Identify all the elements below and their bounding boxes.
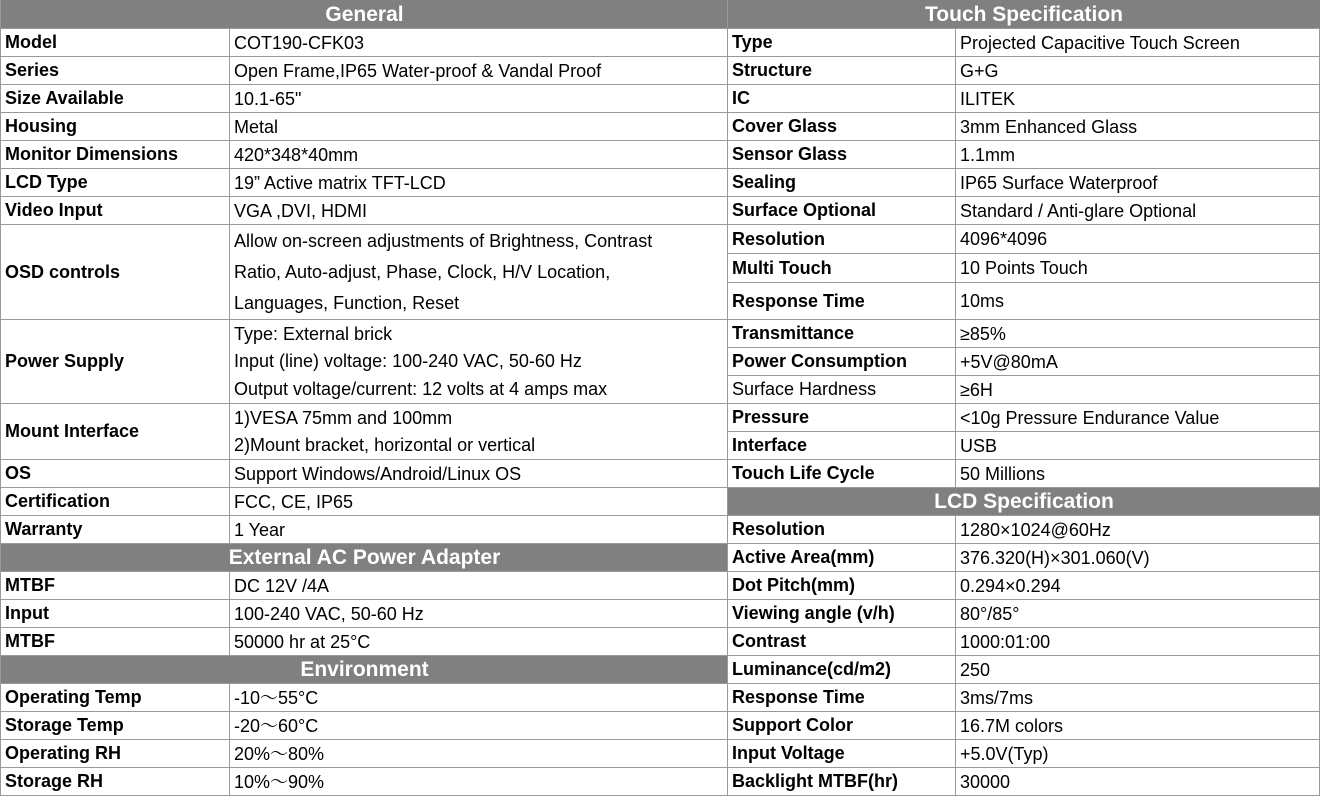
spec-value (956, 516, 1320, 543)
spec-value (956, 432, 1320, 459)
spec-label-video-input: Video Input (1, 197, 230, 224)
spec-value (956, 684, 1320, 711)
spec-value (230, 225, 728, 319)
table-row (728, 656, 1320, 684)
spec-label-transmittance: Transmittance (728, 320, 956, 347)
spec-label-dot-pitch-mm: Dot Pitch(mm) (728, 572, 956, 599)
table-row (728, 85, 1320, 113)
spec-value-line: Metal (234, 116, 279, 137)
spec-value-line: 1.1mm (960, 144, 1016, 165)
table-row (1, 768, 728, 796)
spec-value-line: 250 (960, 659, 991, 680)
spec-value-line: -20～60°C (234, 715, 319, 736)
spec-value (956, 544, 1320, 571)
spec-label-mtbf: MTBF (1, 572, 230, 599)
spec-label-power-supply: Power Supply (1, 320, 230, 403)
spec-value (956, 656, 1320, 683)
spec-value (956, 600, 1320, 627)
spec-label-viewing-angle-v-h: Viewing angle (v/h) (728, 600, 956, 627)
spec-label-cover-glass: Cover Glass (728, 113, 956, 140)
spec-value-line: ILITEK (960, 88, 1016, 109)
table-row (1, 740, 728, 768)
spec-value-line: -10～55°C (234, 687, 319, 708)
spec-value-line: 3ms/7ms (960, 687, 1034, 708)
spec-value-line: 1 Year (234, 519, 286, 540)
spec-value-line: 420*348*40mm (234, 144, 359, 165)
table-row (728, 169, 1320, 197)
spec-value (230, 404, 728, 459)
section-header-environment: Environment (1, 656, 728, 684)
spec-label-lcd-type: LCD Type (1, 169, 230, 196)
spec-label-structure: Structure (728, 57, 956, 84)
spec-value-line: Type: External brick (234, 323, 393, 344)
spec-value-line: Open Frame,IP65 Water-proof & Vandal Proof (234, 60, 602, 81)
table-row (1, 684, 728, 712)
spec-label-mount-interface: Mount Interface (1, 404, 230, 459)
section-header-general: General (1, 0, 728, 29)
table-row (728, 740, 1320, 768)
table-row (728, 113, 1320, 141)
spec-value-line: 16.7M colors (960, 715, 1064, 736)
spec-label-pressure: Pressure (728, 404, 956, 431)
spec-value-line: Output voltage/current: 12 volts at 4 amps max (234, 379, 608, 400)
spec-value-line: Ratio, Auto-adjust, Phase, Clock, H/V Location, (234, 261, 611, 282)
spec-value (230, 600, 728, 627)
spec-value (956, 460, 1320, 487)
spec-value (956, 628, 1320, 655)
spec-value-line: 4096*4096 (960, 229, 1048, 249)
spec-label-operating-temp: Operating Temp (1, 684, 230, 711)
spec-label-surface-optional: Surface Optional (728, 197, 956, 224)
spec-value (230, 712, 728, 739)
spec-label-certification: Certification (1, 488, 230, 515)
spec-value-line: 80°/85° (960, 603, 1020, 624)
spec-value (230, 141, 728, 168)
spec-value (956, 225, 1320, 253)
spec-value-line: 2)Mount bracket, horizontal or vertical (234, 435, 536, 456)
spec-value (956, 141, 1320, 168)
table-row (728, 404, 1320, 432)
spec-label-contrast: Contrast (728, 628, 956, 655)
spec-value-line: +5.0V(Typ) (960, 743, 1049, 764)
table-row (728, 348, 1320, 376)
spec-value (230, 628, 728, 655)
spec-value-line: G+G (960, 60, 999, 81)
spec-value-line: ≥85% (960, 323, 1006, 344)
table-row (1, 225, 728, 320)
spec-value (230, 516, 728, 543)
spec-value-line: 1280×1024@60Hz (960, 519, 1111, 540)
spec-value-line: ≥6H (960, 379, 993, 400)
table-row (728, 684, 1320, 712)
spec-label-resolution: Resolution (728, 516, 956, 543)
table-row (728, 320, 1320, 348)
table-row (728, 376, 1320, 404)
spec-label-ic: IC (728, 85, 956, 112)
spec-label-input-voltage: Input Voltage (728, 740, 956, 767)
spec-value-line: 1000:01:00 (960, 631, 1051, 652)
spec-value-line: VGA ,DVI, HDMI (234, 200, 368, 221)
spec-value-line: 10 Points Touch (960, 258, 1088, 278)
table-row (1, 572, 728, 600)
spec-value (956, 197, 1320, 224)
spec-value-line: 10%～90% (234, 771, 325, 792)
section-header-lcd-specification: LCD Specification (728, 488, 1320, 516)
spec-value (230, 29, 728, 56)
spec-label-housing: Housing (1, 113, 230, 140)
spec-value-line: Languages, Function, Reset (234, 293, 460, 314)
spec-label-response-time: Response Time (728, 283, 956, 319)
spec-label-monitor-dimensions: Monitor Dimensions (1, 141, 230, 168)
right-spec-table (727, 0, 1320, 796)
spec-value-line: +5V@80mA (960, 351, 1058, 372)
spec-value (230, 740, 728, 767)
table-row (728, 432, 1320, 460)
spec-label-power-consumption: Power Consumption (728, 348, 956, 375)
spec-label-input: Input (1, 600, 230, 627)
table-row (1, 516, 728, 544)
spec-label-size-available: Size Available (1, 85, 230, 112)
spec-value (956, 169, 1320, 196)
table-row (1, 113, 728, 141)
table-row (728, 572, 1320, 600)
table-row (728, 628, 1320, 656)
spec-value-line: USB (960, 435, 998, 456)
table-row (728, 544, 1320, 572)
table-row (1, 57, 728, 85)
spec-value-line: Support Windows/Android/Linux OS (234, 463, 522, 484)
table-row (1, 141, 728, 169)
table-row (1, 169, 728, 197)
table-row (728, 29, 1320, 57)
spec-value-line: 10ms (960, 291, 1005, 311)
spec-value (230, 572, 728, 599)
spec-label-multi-touch: Multi Touch (728, 254, 956, 282)
spec-value (956, 348, 1320, 375)
spec-label-response-time: Response Time (728, 684, 956, 711)
table-row (728, 197, 1320, 225)
spec-value-line: Input (line) voltage: 100-240 VAC, 50-60 Hz (234, 351, 582, 372)
table-row (728, 57, 1320, 85)
table-row (1, 712, 728, 740)
spec-value (956, 85, 1320, 112)
spec-label-os: OS (1, 460, 230, 487)
spec-value-line: COT190-CFK03 (234, 32, 365, 53)
spec-label-storage-temp: Storage Temp (1, 712, 230, 739)
spec-value-line: 50000 hr at 25°C (234, 631, 371, 652)
spec-value (956, 29, 1320, 56)
spec-label-surface-hardness: Surface Hardness (728, 376, 956, 403)
table-row (1, 320, 728, 404)
spec-label-mtbf: MTBF (1, 628, 230, 655)
spec-label-series: Series (1, 57, 230, 84)
spec-label-operating-rh: Operating RH (1, 740, 230, 767)
spec-value-line: 3mm Enhanced Glass (960, 116, 1138, 137)
spec-value-line: Projected Capacitive Touch Screen (960, 32, 1240, 53)
spec-value (956, 740, 1320, 767)
section-header-touch-specification: Touch Specification (728, 0, 1320, 29)
spec-value (956, 768, 1320, 795)
spec-value (230, 57, 728, 84)
table-row (728, 225, 1320, 254)
spec-value-line: 10.1-65" (234, 88, 302, 109)
table-row (728, 712, 1320, 740)
spec-label-type: Type (728, 29, 956, 56)
spec-value (230, 320, 728, 403)
spec-value-line: 20%～80% (234, 743, 325, 764)
table-row (1, 197, 728, 225)
table-row (728, 254, 1320, 283)
spec-value (956, 57, 1320, 84)
table-row (1, 29, 728, 57)
spec-value (956, 254, 1320, 282)
table-row (728, 516, 1320, 544)
spec-value (956, 572, 1320, 599)
spec-value-line: 1)VESA 75mm and 100mm (234, 407, 453, 428)
spec-value (956, 320, 1320, 347)
table-row (1, 404, 728, 460)
spec-label-active-area-mm: Active Area(mm) (728, 544, 956, 571)
spec-label-luminance-cd-m2: Luminance(cd/m2) (728, 656, 956, 683)
table-row (1, 628, 728, 656)
spec-label-backlight-mtbf-hr: Backlight MTBF(hr) (728, 768, 956, 795)
table-row (728, 283, 1320, 320)
spec-label-touch-life-cycle: Touch Life Cycle (728, 460, 956, 487)
spec-label-warranty: Warranty (1, 516, 230, 543)
table-row (1, 600, 728, 628)
spec-value-line: 50 Millions (960, 463, 1046, 484)
spec-label-interface: Interface (728, 432, 956, 459)
spec-value (230, 113, 728, 140)
spec-value-line: <10g Pressure Endurance Value (960, 407, 1220, 428)
spec-value (230, 768, 728, 795)
spec-value (230, 169, 728, 196)
spec-value-line: IP65 Surface Waterproof (960, 172, 1158, 193)
spec-label-model: Model (1, 29, 230, 56)
spec-value (956, 404, 1320, 431)
spec-value (956, 376, 1320, 403)
table-row (1, 85, 728, 113)
section-header-external-ac-power-adapter: External AC Power Adapter (1, 544, 728, 572)
spec-value (230, 684, 728, 711)
table-row (728, 600, 1320, 628)
spec-value (956, 113, 1320, 140)
spec-value-line: DC 12V /4A (234, 575, 330, 596)
spec-label-storage-rh: Storage RH (1, 768, 230, 795)
spec-value-line: 376.320(H)×301.060(V) (960, 547, 1150, 568)
spec-value (230, 197, 728, 224)
spec-label-resolution: Resolution (728, 225, 956, 253)
table-row (728, 141, 1320, 169)
table-row (728, 460, 1320, 488)
table-row (728, 768, 1320, 796)
spec-value-line: Standard / Anti-glare Optional (960, 200, 1197, 221)
spec-value-line: Allow on-screen adjustments of Brightness, Contrast (234, 230, 653, 251)
spec-label-sensor-glass: Sensor Glass (728, 141, 956, 168)
spec-label-support-color: Support Color (728, 712, 956, 739)
table-row (1, 460, 728, 488)
spec-label-osd-controls: OSD controls (1, 225, 230, 319)
spec-value-line: 19” Active matrix TFT-LCD (234, 172, 446, 193)
spec-value-line: 0.294×0.294 (960, 575, 1061, 596)
spec-value (230, 85, 728, 112)
spec-label-sealing: Sealing (728, 169, 956, 196)
spec-value (230, 488, 728, 515)
spec-value (956, 712, 1320, 739)
spec-value-line: 100-240 VAC, 50-60 Hz (234, 603, 424, 624)
spec-value (230, 460, 728, 487)
table-row (1, 488, 728, 516)
spec-value (956, 283, 1320, 319)
spec-value-line: 30000 (960, 771, 1011, 792)
spec-value-line: FCC, CE, IP65 (234, 491, 354, 512)
